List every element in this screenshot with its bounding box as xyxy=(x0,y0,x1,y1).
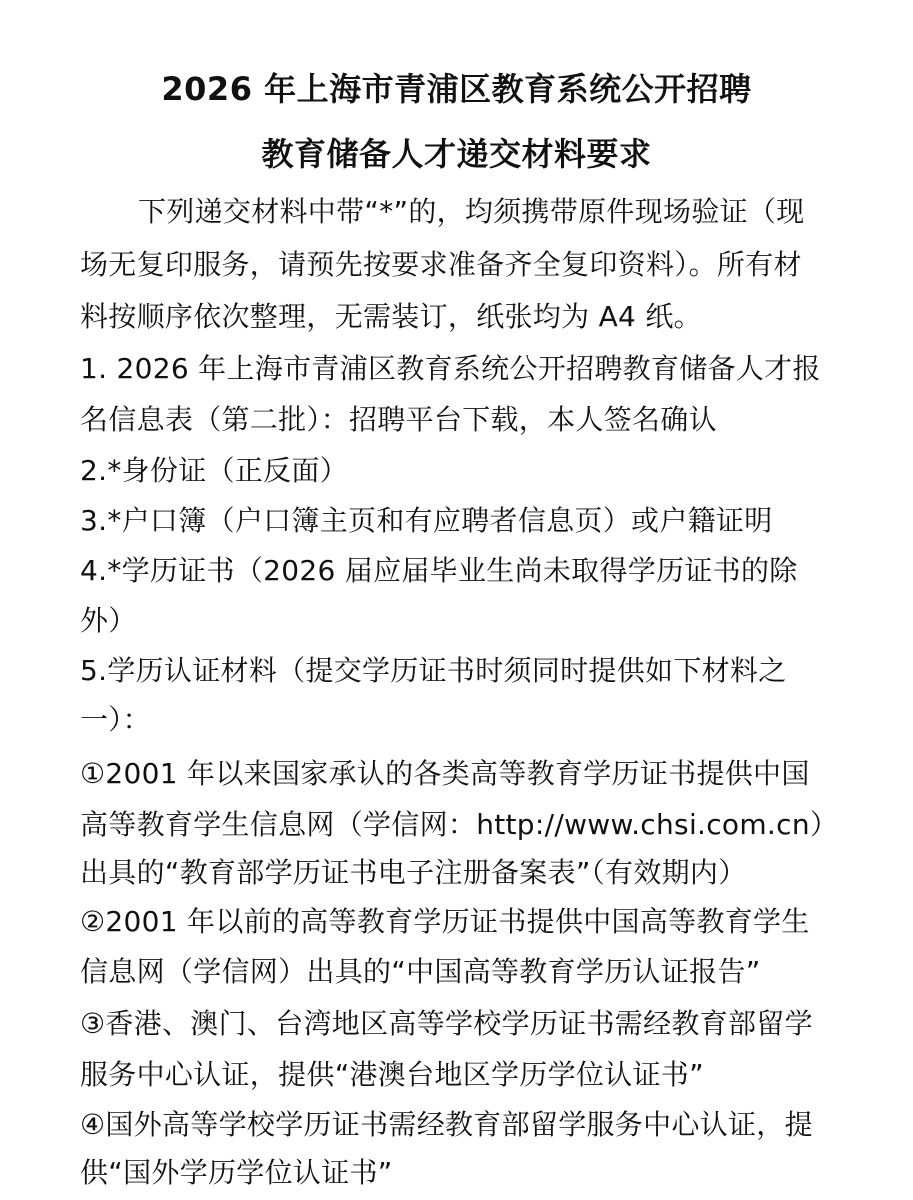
list-item-5-line: 5.学历认证材料（提交学历证书时须同时提供如下材料之 xyxy=(80,654,787,687)
list-item-3: 3.*户口簿（户口簿主页和有应聘者信息页）或户籍证明 xyxy=(80,504,773,537)
list-item-1-line: 1. 2026 年上海市青浦区教育系统公开招聘教育储备人才报 xyxy=(80,352,821,385)
sub-item-1-line: 高等教育学生信息网（学信网：http://www.chsi.com.cn） xyxy=(80,808,839,841)
sub-item-4-line: ④国外高等学校学历证书需经教育部留学服务中心认证，提 xyxy=(80,1108,813,1141)
sub-item-3-line: ③香港、澳门、台湾地区高等学校学历证书需经教育部留学 xyxy=(80,1007,813,1040)
intro-paragraph-line: 料按顺序依次整理，无需装订，纸张均为 A4 纸。 xyxy=(80,300,702,333)
list-item-4-line: 4.*学历证书（2026 届应届毕业生尚未取得学历证书的除 xyxy=(80,554,798,587)
sub-item-1-line: 出具的“教育部学历证书电子注册备案表”（有效期内） xyxy=(80,856,747,889)
list-item-4-line: 外） xyxy=(80,604,137,637)
page-title: 2026 年上海市青浦区教育系统公开招聘 xyxy=(161,70,752,108)
sub-item-2-line: ②2001 年以前的高等教育学历证书提供中国高等教育学生 xyxy=(80,905,810,938)
sub-item-4-line: 供“国外学历学位认证书” xyxy=(80,1156,393,1189)
page-subtitle: 教育储备人才递交材料要求 xyxy=(261,135,652,173)
list-item-5-line: 一）： xyxy=(80,703,151,736)
list-item-1-line: 名信息表（第二批）：招聘平台下载，本人签名确认 xyxy=(80,403,717,436)
list-item-2: 2.*身份证（正反面） xyxy=(80,454,349,487)
sub-item-2-line: 信息网（学信网）出具的“中国高等教育学历认证报告” xyxy=(80,955,761,988)
intro-paragraph-line: 场无复印服务，请预先按要求准备齐全复印资料）。所有材 xyxy=(80,248,802,281)
sub-item-3-line: 服务中心认证，提供“港澳台地区学历学位认证书” xyxy=(80,1058,704,1091)
sub-item-1-line: ①2001 年以来国家承认的各类高等教育学历证书提供中国 xyxy=(80,757,810,790)
intro-paragraph-line: 下列递交材料中带“*”的，均须携带原件现场验证（现 xyxy=(138,195,805,228)
